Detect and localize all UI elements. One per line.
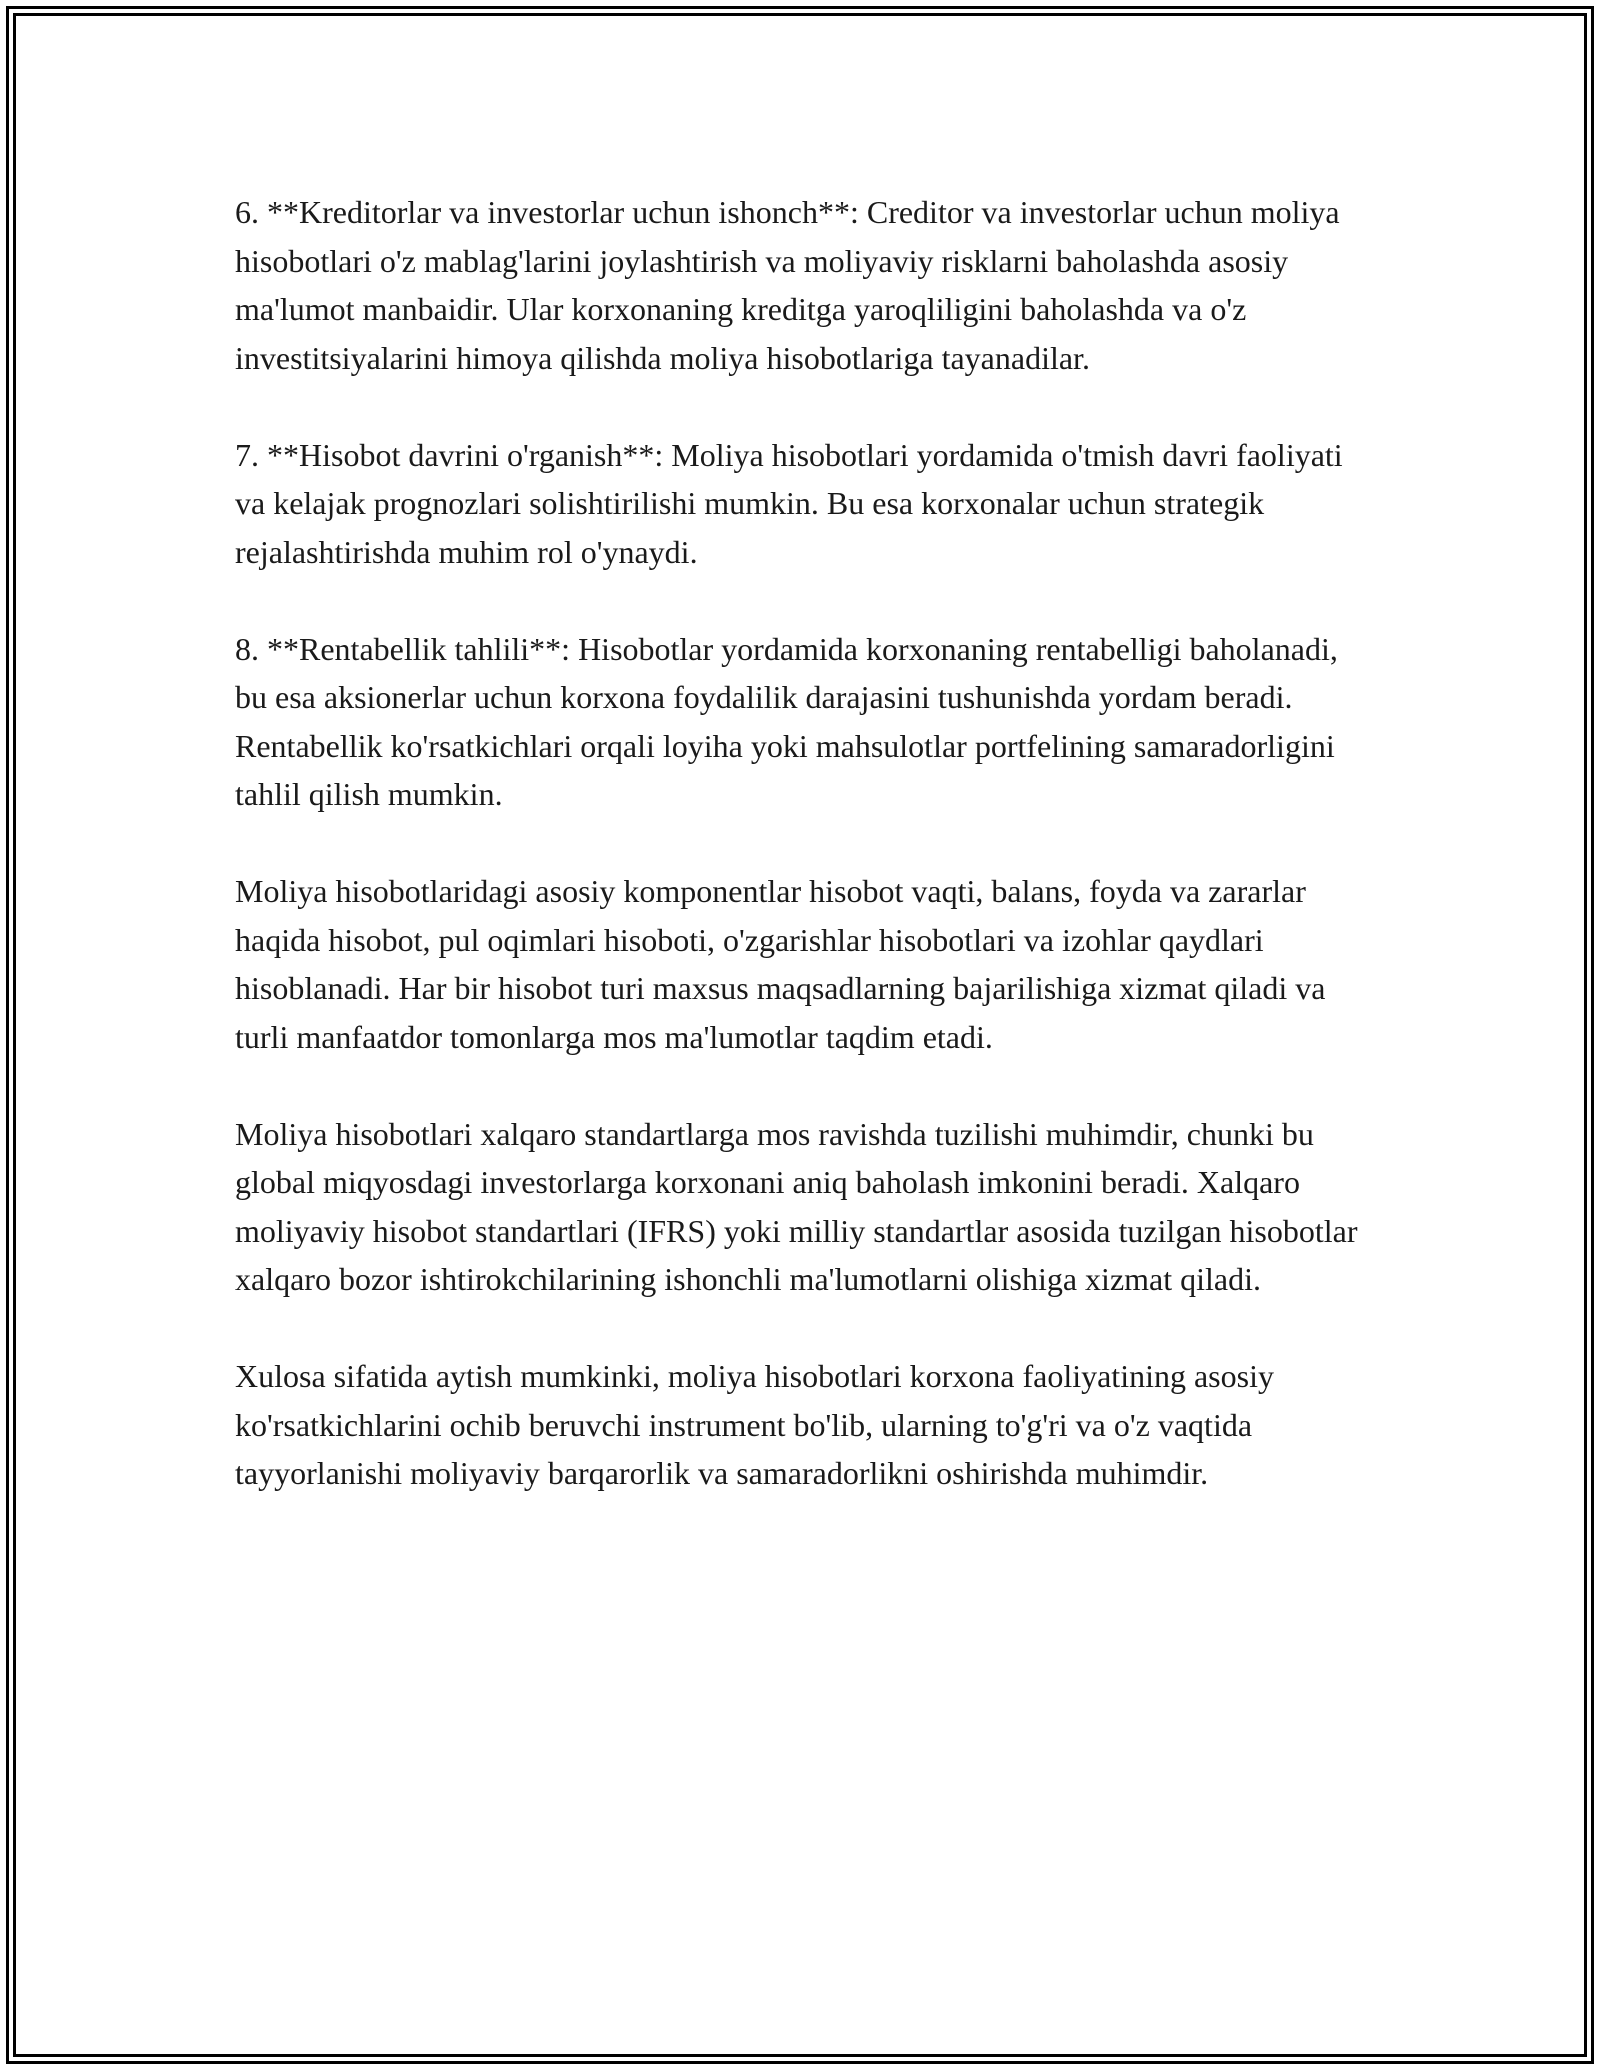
paragraph-xulosa: Xulosa sifatida aytish mumkinki, moliya hisobotlari korxona faoliyatining asosiy ko'rsatkichlarini ochib beruvchi instrument bo'lib, ularning to'g'ri va o'z vaqtida tayyorlanishi moliyaviy barqarorlik va samaradorlikni oshirishda muhimdir.	[235, 1358, 1274, 1491]
paragraph-kreditorlar-ishonch: 6. **Kreditorlar va investorlar uchun ishonch**: Creditor va investorlar uchun moliya hisobotlari o'z mablag'larini joylashtirish va moliyaviy risklarni baholashda asosiy ma'lumot manbaidir. Ular korxonaning kreditga yaroqliligini baholashda va o'z investitsiyalarini himoya qilishda moliya hisobotlariga tayanadilar.	[235, 194, 1340, 376]
paragraph-hisobot-davri: 7. **Hisobot davrini o'rganish**: Moliya hisobotlari yordamida o'tmish davri faoliyati va kelajak prognozlari solishtirilishi mumkin. Bu esa korxonalar uchun strategik rejalashtirishda muhim rol o'ynaydi.	[235, 436, 1343, 570]
document-body	[235, 188, 1370, 1546]
paragraph-xalqaro-standartlar: Moliya hisobotlari xalqaro standartlarga mos ravishda tuzilishi muhimdir, chunki bu global miqyosdagi investorlarga korxonani aniq baholash imkonini beradi. Xalqaro moliyaviy hisobot standartlari (IFRS) yoki milliy standartlar asosida tuzilgan hisobotlar xalqaro bozor ishtirokchilarining ishonchli ma'lumotlarni olishiga xizmat qiladi.	[235, 1115, 1358, 1297]
paragraph-rentabellik-tahlili: 8. **Rentabellik tahlili**: Hisobotlar yordamida korxonaning rentabelligi baholanadi, bu esa aksionerlar uchun korxona foydalilik darajasini tushunishda yordam beradi. Rentabellik ko'rsatkichlari orqali loyiha yoki mahsulotlar portfelining samaradorligini tahlil qilish mumkin.	[235, 630, 1338, 812]
paragraph-asosiy-komponentlar: Moliya hisobotlaridagi asosiy komponentlar hisobot vaqti, balans, foyda va zararlar haqida hisobot, pul oqimlari hisoboti, o'zgarishlar hisobotlari va izohlar qaydlari hisoblanadi. Har bir hisobot turi maxsus maqsadlarning bajarilishiga xizmat qiladi va turli manfaatdor tomonlarga mos ma'lumotlar taqdim etadi.	[235, 873, 1326, 1055]
